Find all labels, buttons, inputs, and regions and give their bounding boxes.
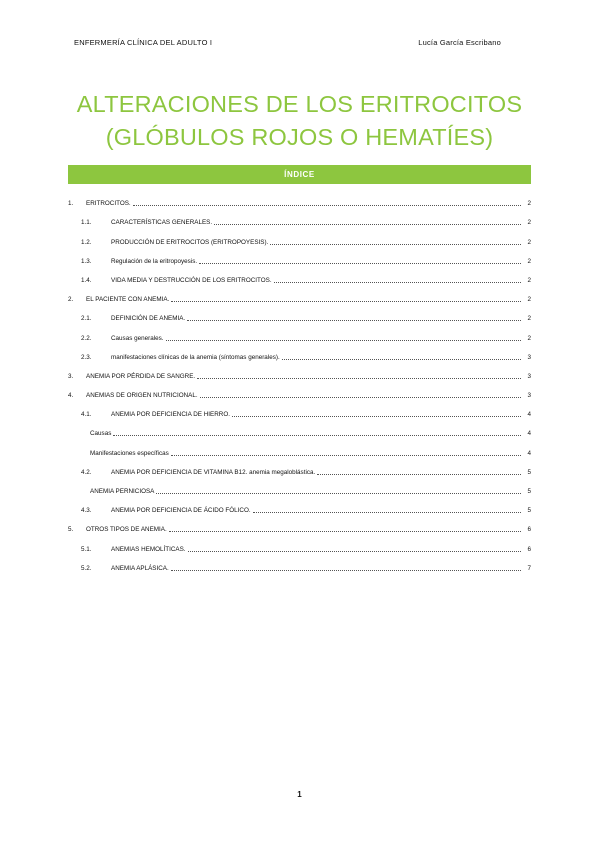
- toc-dot-leader: [113, 435, 521, 436]
- toc-entry[interactable]: [68, 418, 531, 437]
- toc-entry-number: 4.1.: [81, 411, 92, 419]
- toc-dot-leader: [274, 282, 521, 283]
- toc-entry-title: VIDA MEDIA Y DESTRUCCIÓN DE LOS ERITROCITOS.: [111, 276, 272, 284]
- toc-dot-leader: [197, 378, 521, 379]
- toc-entry[interactable]: [68, 342, 531, 361]
- toc-dot-leader: [171, 570, 521, 571]
- toc-dot-leader: [133, 205, 521, 206]
- toc-entry[interactable]: [68, 188, 531, 207]
- toc-entry[interactable]: [68, 284, 531, 303]
- toc-entry-page: 4: [527, 411, 531, 419]
- toc-entry[interactable]: [68, 361, 531, 380]
- toc-entry[interactable]: [68, 437, 531, 456]
- toc-entry-number: 1.1.: [81, 219, 92, 227]
- table-of-contents: [68, 188, 531, 572]
- toc-entry-title: ANEMIA POR DEFICIENCIA DE HIERRO.: [111, 411, 230, 419]
- toc-entry[interactable]: [68, 553, 531, 572]
- toc-entry-number: 5.: [68, 526, 74, 534]
- toc-entry-page: 6: [527, 526, 531, 534]
- toc-dot-leader: [199, 263, 521, 264]
- toc-entry[interactable]: [68, 514, 531, 533]
- toc-dot-leader: [156, 493, 521, 494]
- toc-entry-title: DEFINICIÓN DE ANEMIA.: [111, 315, 186, 323]
- toc-entry-title: ANEMIA PERNICIOSA: [90, 488, 155, 495]
- toc-entry-page: 2: [527, 276, 531, 284]
- toc-entry-number: 1.4.: [81, 276, 92, 284]
- toc-entry-number: 4.3.: [81, 507, 92, 515]
- index-banner: [68, 165, 531, 184]
- toc-entry-number: 4.: [68, 392, 74, 400]
- toc-entry-page: 2: [527, 334, 531, 342]
- header-course: ENFERMERÍA CLÍNICA DEL ADULTO I: [74, 38, 213, 47]
- toc-entry[interactable]: [68, 533, 531, 552]
- toc-entry[interactable]: [68, 322, 531, 341]
- toc-entry-page: 2: [527, 238, 531, 246]
- toc-dot-leader: [171, 301, 521, 302]
- toc-entry-title: ANEMIA POR DEFICIENCIA DE VITAMINA B12. anemia megaloblástica.: [111, 468, 316, 476]
- toc-entry[interactable]: [68, 495, 531, 514]
- toc-entry-page: 6: [527, 545, 531, 553]
- toc-dot-leader: [171, 455, 521, 456]
- toc-entry-number: 2.: [68, 296, 74, 304]
- toc-entry-title: ERITROCITOS.: [86, 200, 131, 208]
- toc-entry[interactable]: [68, 303, 531, 322]
- toc-dot-leader: [166, 340, 521, 341]
- toc-entry-title: ANEMIA POR PÉRDIDA DE SANGRE.: [86, 372, 196, 380]
- toc-entry-number: 5.2.: [81, 564, 92, 572]
- title-line-1: ALTERACIONES DE LOS ERITROCITOS: [76, 91, 523, 117]
- toc-entry[interactable]: [68, 246, 531, 265]
- toc-entry-page: 2: [527, 257, 531, 265]
- toc-dot-leader: [317, 474, 521, 475]
- toc-entry-number: 2.1.: [81, 315, 92, 323]
- toc-entry-number: 5.1.: [81, 545, 92, 553]
- toc-entry-number: 1.3.: [81, 257, 92, 265]
- toc-entry[interactable]: [68, 226, 531, 245]
- page-header: [74, 38, 501, 50]
- toc-entry-title: Causas generales.: [111, 334, 164, 342]
- toc-entry-number: 3.: [68, 372, 74, 380]
- toc-dot-leader: [232, 416, 521, 417]
- toc-entry-page: 7: [527, 564, 531, 572]
- toc-entry-page: 2: [527, 200, 531, 208]
- toc-entry-number: 1.2.: [81, 238, 92, 246]
- toc-entry-page: 3: [527, 372, 531, 380]
- toc-entry[interactable]: [68, 380, 531, 399]
- toc-entry-page: 2: [527, 296, 531, 304]
- toc-dot-leader: [200, 397, 521, 398]
- toc-entry-title: Causas: [90, 430, 112, 438]
- header-author: Lucía García Escribano: [418, 38, 501, 47]
- toc-entry-title: ANEMIAS HEMOLÍTICAS.: [111, 545, 186, 553]
- toc-entry-number: 4.2.: [81, 468, 92, 476]
- toc-entry[interactable]: [68, 476, 531, 495]
- index-label: ÍNDICE: [284, 170, 315, 179]
- toc-dot-leader: [188, 551, 521, 552]
- toc-entry-title: CARACTERÍSTICAS GENERALES.: [111, 219, 213, 227]
- toc-dot-leader: [187, 320, 521, 321]
- toc-entry-page: 2: [527, 219, 531, 227]
- toc-entry-page: 4: [527, 430, 531, 438]
- toc-dot-leader: [282, 359, 521, 360]
- toc-entry-page: 2: [527, 315, 531, 323]
- toc-entry-title: OTROS TIPOS DE ANEMIA.: [86, 526, 167, 534]
- toc-entry-title: manifestaciones clínicas de la anemia (síntomas generales).: [111, 353, 280, 361]
- toc-entry-page: 3: [527, 353, 531, 361]
- toc-entry-page: 5: [527, 507, 531, 515]
- title-line-2: (GLÓBULOS ROJOS O HEMATÍES): [105, 124, 494, 150]
- toc-entry-number: 2.3.: [81, 353, 92, 361]
- toc-entry-page: 5: [527, 488, 531, 495]
- toc-entry-number: 1.: [68, 200, 74, 208]
- toc-entry-title: PRODUCCIÓN DE ERITROCITOS (ERITROPOYESIS).: [111, 238, 269, 246]
- toc-entry[interactable]: [68, 399, 531, 418]
- toc-entry-title: Manifestaciones específicas: [90, 449, 169, 457]
- toc-entry-number: 2.2.: [81, 334, 92, 342]
- toc-dot-leader: [214, 224, 521, 225]
- toc-dot-leader: [253, 512, 521, 513]
- toc-entry-title: ANEMIAS DE ORIGEN NUTRICIONAL.: [86, 392, 198, 400]
- toc-entry-page: 4: [527, 449, 531, 457]
- toc-entry-title: ANEMIA APLÁSICA.: [111, 564, 169, 572]
- toc-dot-leader: [270, 244, 521, 245]
- toc-entry[interactable]: [68, 207, 531, 226]
- toc-entry-page: 5: [527, 468, 531, 476]
- toc-entry-page: 3: [527, 392, 531, 400]
- document-title: [0, 88, 599, 154]
- toc-dot-leader: [169, 531, 521, 532]
- toc-entry-title: Regulación de la eritropoyesis.: [111, 257, 198, 265]
- page-number: 1: [297, 790, 302, 799]
- toc-entry-title: EL PACIENTE CON ANEMIA.: [86, 296, 170, 304]
- toc-entry[interactable]: [68, 457, 531, 476]
- toc-entry-title: ANEMIA POR DEFICIENCIA DE ÁCIDO FÓLICO.: [111, 507, 251, 515]
- toc-entry[interactable]: [68, 265, 531, 284]
